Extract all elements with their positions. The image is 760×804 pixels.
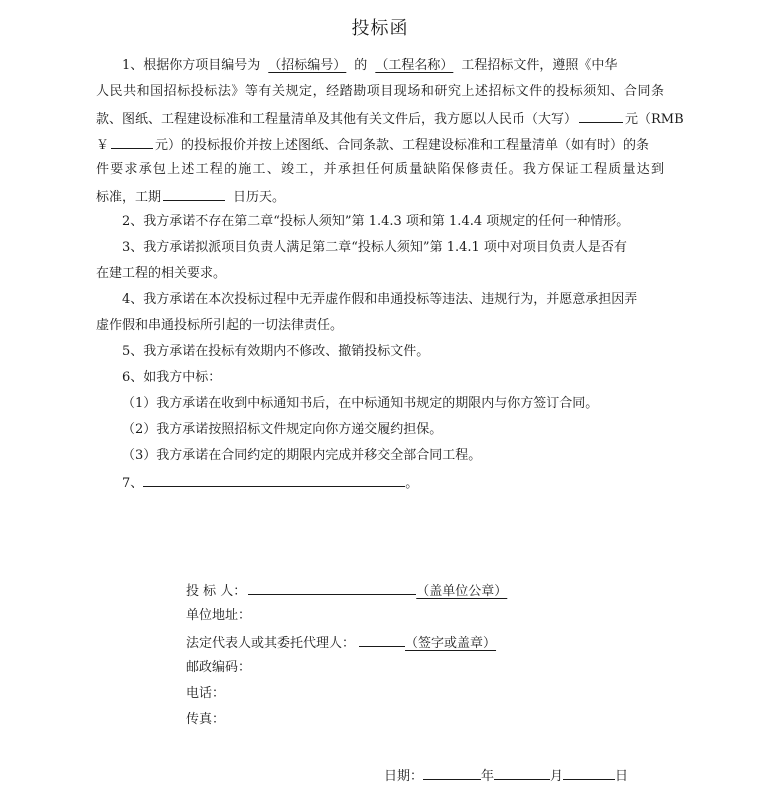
- para-1-text: 标准，工期: [96, 190, 162, 205]
- bidder-blank: [248, 581, 416, 595]
- signature-note: （签字或盖章）: [405, 636, 497, 651]
- para-1-text: 工程招标文件，遵照《中华: [461, 58, 618, 73]
- duration-blank: [163, 187, 225, 201]
- bidder-row: [186, 581, 507, 601]
- representative-blank: [359, 633, 405, 647]
- date-row: [384, 766, 628, 786]
- phone-label: 电话：: [186, 686, 226, 701]
- para-2: 2、我方承诺不存在第二章“投标人须知”第 1.4.3 项和第 1.4.4 项规定的任何一种情形。: [122, 214, 630, 229]
- para-1-text: 的: [354, 58, 368, 73]
- address-label: 单位地址：: [186, 608, 252, 623]
- para-6-head: 6、如我方中标：: [122, 370, 222, 385]
- seal-note: （盖单位公章）: [416, 584, 508, 599]
- para-6-item-1: （1）我方承诺在收到中标通知书后，在中标通知书规定的期限内与你方签订合同。: [122, 396, 599, 411]
- page-title: 投标函: [351, 18, 409, 39]
- para-1-text: 1、根据你方项目编号为: [122, 58, 261, 73]
- bidder-label: 投 标 人：: [186, 584, 247, 599]
- amount-words-blank: [579, 109, 623, 123]
- month-label: 月: [550, 769, 564, 784]
- postcode-label: 邮政编码：: [186, 660, 252, 675]
- para-1-line-4: [96, 135, 649, 155]
- tender-number-field: （招标编号）: [268, 58, 347, 73]
- para-7-end: 。: [405, 476, 419, 491]
- para-7-number: 7、: [122, 476, 144, 491]
- para-6-item-2: （2）我方承诺按照招标文件规定向你方递交履约担保。: [122, 422, 443, 437]
- month-blank: [494, 766, 550, 780]
- year-label: 年: [481, 769, 495, 784]
- para-1-line-1: [122, 57, 617, 75]
- representative-label: 法定代表人或其委托代理人：: [186, 636, 356, 651]
- para-4-line-1: 4、我方承诺在本次投标过程中无弄虚作假和串通投标等违法、违规行为，并愿意承担因弄: [122, 292, 638, 307]
- year-blank: [423, 766, 481, 780]
- para-4-line-2: 虚作假和串通投标所引起的一切法律责任。: [96, 318, 344, 333]
- day-label: 日: [615, 769, 629, 784]
- para-1-text: 款、图纸、工程建设标准和工程量清单及其他有关文件后，我方愿以人民币（大写）: [96, 112, 578, 127]
- para-1-text: 元（RMB: [625, 112, 684, 127]
- para-3-line-1: 3、我方承诺拟派项目负责人满足第二章“投标人须知”第 1.4.1 项中对项目负责人是否有: [122, 240, 627, 255]
- date-label: 日期：: [384, 769, 424, 784]
- para-1-line-6: [96, 187, 285, 207]
- fax-label: 传真：: [186, 712, 226, 727]
- other-commitment-blank: [143, 473, 405, 487]
- representative-row: [186, 633, 496, 653]
- para-1-text: 元）的投标报价并按上述图纸、合同条款、工程建设标准和工程量清单（如有时）的条: [155, 138, 650, 153]
- para-7: [122, 473, 418, 493]
- para-6-item-3: （3）我方承诺在合同约定的期限内完成并移交全部合同工程。: [122, 448, 482, 463]
- amount-figures-blank: [111, 135, 153, 149]
- project-name-field: （工程名称）: [375, 58, 454, 73]
- para-1-line-2: 人民共和国招标投标法》等有关规定，经踏勘项目现场和研究上述招标文件的投标须知、合同条: [96, 84, 664, 99]
- para-3-line-2: 在建工程的相关要求。: [96, 266, 227, 281]
- para-1-text: 日历天。: [233, 190, 286, 205]
- day-blank: [563, 766, 615, 780]
- para-1-line-5: 件要求承包上述工程的施工、竣工，并承担任何质量缺陷保修责任。我方保证工程质量达到: [96, 162, 664, 177]
- para-1-line-3: [96, 109, 684, 129]
- para-5: 5、我方承诺在投标有效期内不修改、撤销投标文件。: [122, 344, 430, 359]
- yuan-sign: ￥: [96, 138, 110, 153]
